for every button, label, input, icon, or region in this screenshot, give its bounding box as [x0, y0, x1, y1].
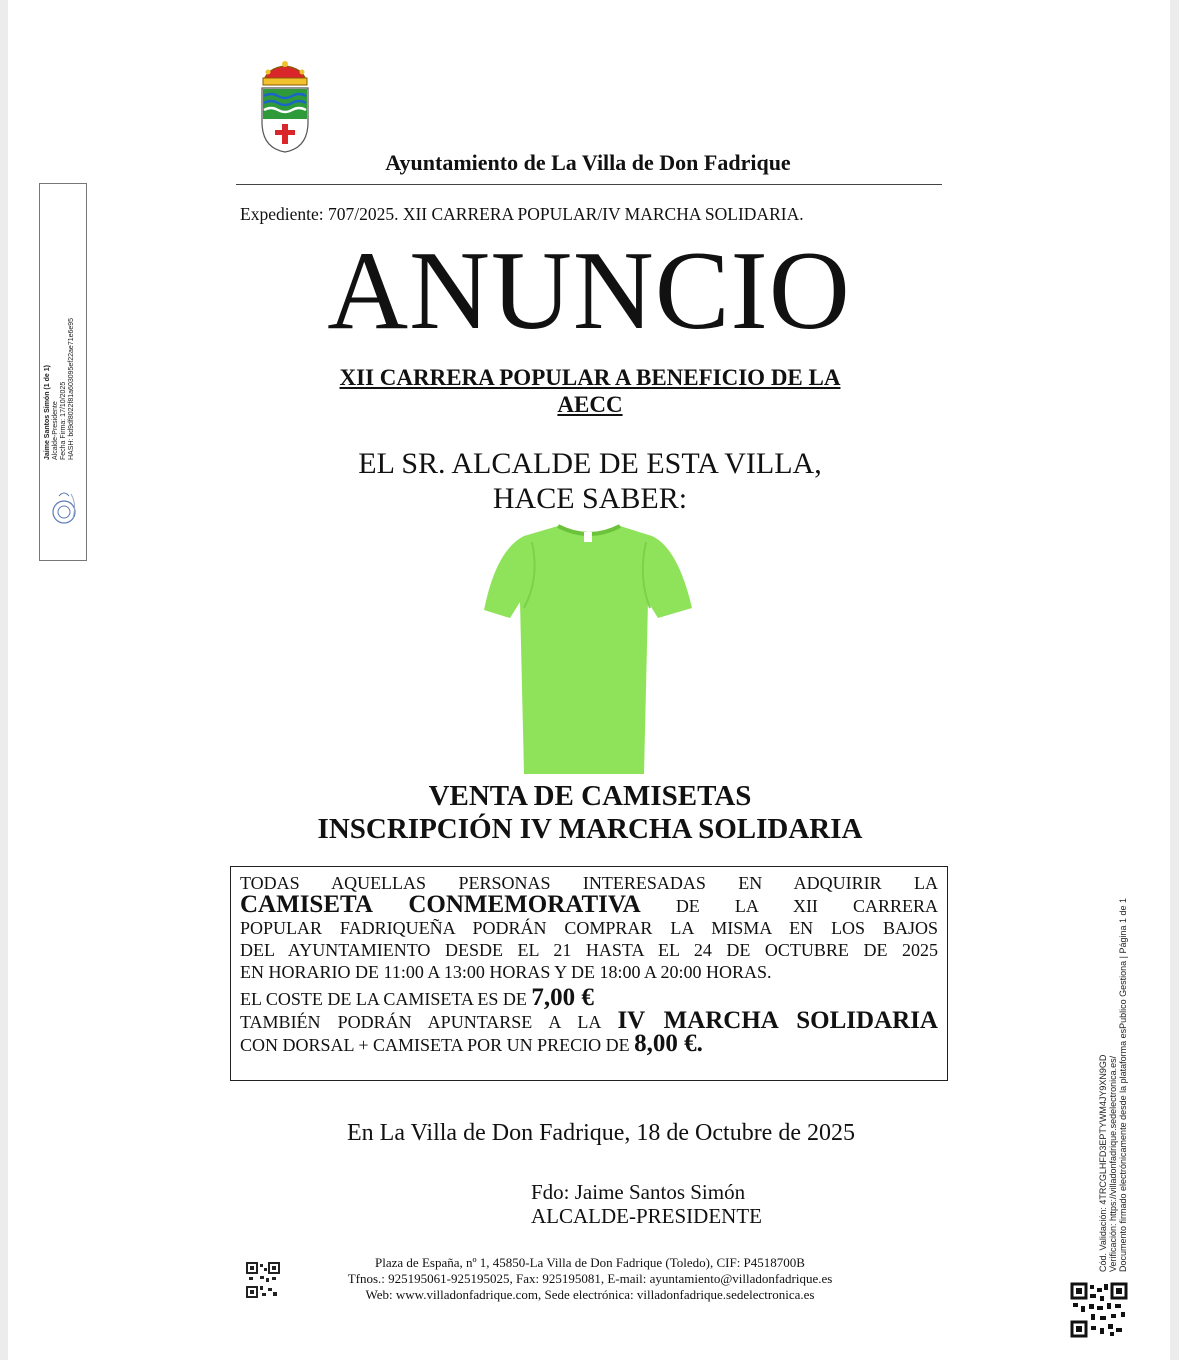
sale-heading [190, 780, 990, 846]
march-line [240, 1007, 938, 1034]
info-line-2 [240, 891, 939, 918]
sale-line-2: INSCRIPCIÓN IV MARCHA SOLIDARIA [317, 813, 863, 845]
seal-icon [49, 488, 79, 532]
announcement-heading [240, 446, 940, 516]
green-t-shirt-icon [480, 518, 698, 778]
place-date: En La Villa de Don Fadrique, 18 de Octubre de 2025 [347, 1120, 855, 1146]
qr-code-icon [246, 1262, 280, 1298]
price-value: 7,00 € [531, 984, 594, 1011]
sale-line-1: VENTA DE CAMISETAS [428, 780, 752, 812]
verification-url: Verificación: https://villadonfadrique.sedelectronica.es/ [1108, 1055, 1118, 1272]
info-line-4: DEL AYUNTAMIENTO DESDE EL 21 HASTA EL 24 DE OCTUBRE DE 2025 [240, 940, 938, 960]
info-line-5: EN HORARIO DE 11:00 A 13:00 HORAS Y DE 18:00 A 20:00 HORAS. [240, 962, 772, 982]
footer-phones: Tfnos.: 925195061-925195025, Fax: 925195081, E-mail: ayuntamiento@villadonfadrique.es [347, 1271, 833, 1286]
platform-note: Documento firmado electrónicamente desde la plataforma esPublico Gestiona | Página 1 de 1 [1118, 897, 1128, 1272]
march-text: TAMBIÉN PODRÁN APUNTARSE A LA [240, 1012, 601, 1032]
info-line-3: POPULAR FADRIQUEÑA PODRÁN COMPRAR LA MISMA EN LOS BAJOS [240, 918, 938, 938]
signed-by: Fdo: Jaime Santos Simón [531, 1180, 746, 1204]
footer-contact [300, 1255, 880, 1303]
organization-title: Ayuntamiento de La Villa de Don Fadrique [385, 150, 791, 175]
signer-title: Alcalde-Presidente [52, 401, 59, 460]
validation-qr-code-icon [1070, 1282, 1128, 1338]
signature-date: Fecha Firma: 17/10/2025 [60, 381, 67, 460]
announcement-line-1: EL SR. ALCALDE DE ESTA VILLA, [358, 447, 822, 480]
info-box [230, 866, 948, 1081]
info-line-1: TODAS AQUELLAS PERSONAS INTERESADAS EN ADQUIRIR LA [240, 873, 938, 893]
price-text: EL COSTE DE LA CAMISETA ES DE [240, 989, 527, 1009]
validation-text [1098, 898, 1128, 1272]
file-reference: Expediente: 707/2025. XII CARRERA POPULAR/IV MARCHA SOLIDARIA. [240, 204, 804, 224]
subtitle-line-2: AECC [557, 392, 623, 417]
info-line-2-rest: DE LA XII CARRERA [675, 896, 939, 916]
signature-stamp-text [44, 318, 76, 460]
signature-block [531, 1180, 762, 1228]
signer-name: Jaime Santos Simón (1 de 1) [44, 365, 51, 460]
dorsal-price: 8,00 €. [634, 1030, 703, 1057]
validation-code: Cód. Validación: 4TRCGLHFD3EPTYWM4JY9XN9GD [1098, 1054, 1108, 1272]
footer-address: Plaza de España, nº 1, 45850-La Villa de Don Fadrique (Toledo), CIF: P4518700B [375, 1255, 805, 1270]
dorsal-line [240, 1030, 938, 1057]
header-divider [236, 184, 942, 185]
subtitle-line-1: XII CARRERA POPULAR A BENEFICIO DE LA [339, 365, 841, 390]
signature-hash: HASH: bd9df8022f81a603095ef22ae71e6e95 [68, 317, 75, 460]
signer-role: ALCALDE-PRESIDENTE [531, 1204, 762, 1228]
announcement-line-2: HACE SABER: [492, 482, 688, 515]
dorsal-text: CON DORSAL + CAMISETA POR UN PRECIO DE [240, 1035, 630, 1055]
footer-web: Web: www.villadonfadrique.com, Sede electrónica: villadonfadrique.sedelectronica.es [365, 1287, 815, 1302]
page-title: ANUNCIO [327, 229, 851, 353]
coat-of-arms-icon [254, 60, 316, 154]
event-subtitle [240, 364, 940, 418]
march-name: IV MARCHA SOLIDARIA [617, 1007, 938, 1034]
commemorative-shirt-label: CAMISETA CONMEMORATIVA [240, 891, 641, 918]
